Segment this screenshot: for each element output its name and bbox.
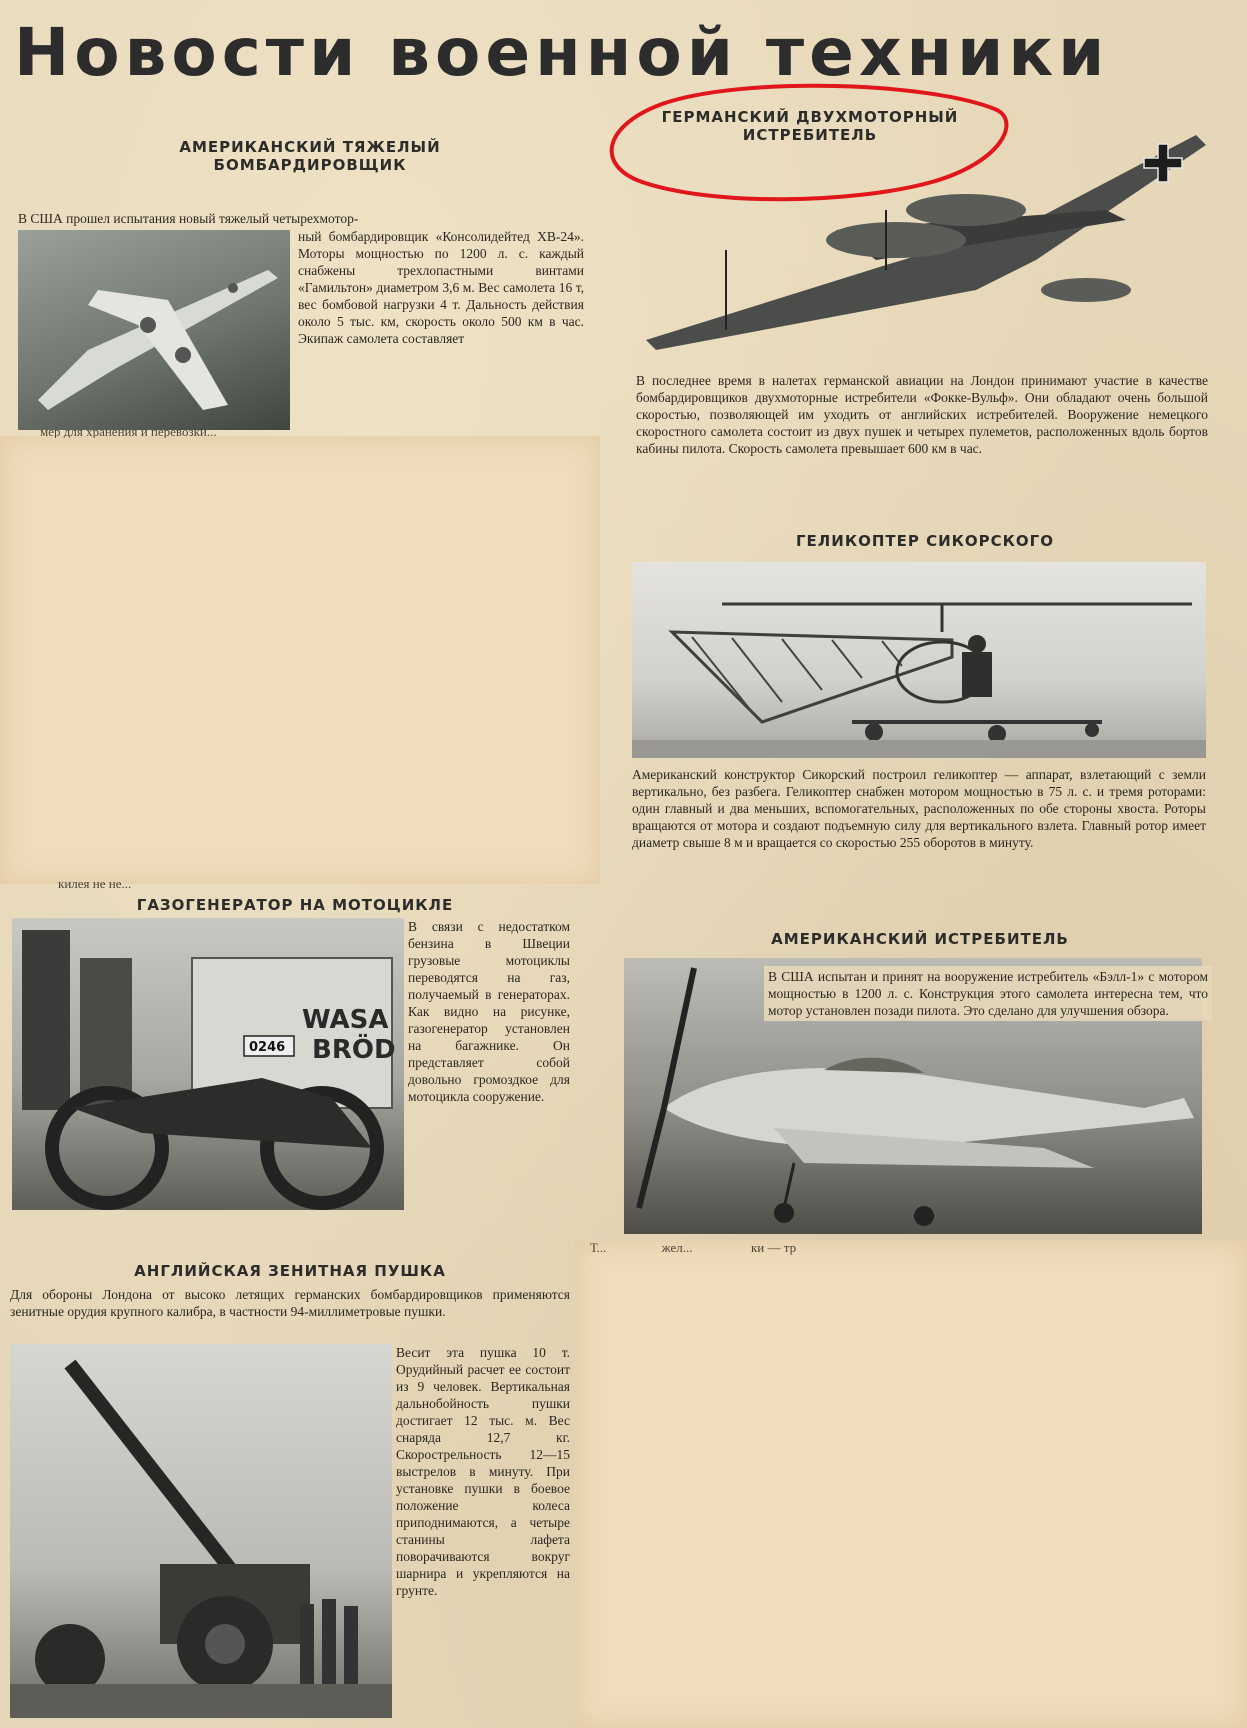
bomber-lead: В США прошел испытания новый тяжелый четырехмотор- (18, 211, 359, 226)
blank-patch-right (575, 1240, 1247, 1728)
aa-gun-heading: АНГЛИЙСКАЯ ЗЕНИТНАЯ ПУШКА (134, 1262, 446, 1280)
us-fighter-cut-line: Т... жел... ки — тр (590, 1240, 797, 1255)
blank-patch-left (0, 436, 600, 884)
motorcycle-illustration (12, 918, 404, 1210)
motorcycle-text: В связи с недостатком бензина в Швеции грузовые мотоциклы переводятся на газ, получаемый в генераторах. Как видно на рисунке, газогенератор установлен на багажнике. Он представляет собой довольно громоздкое для мотоцикла сооружение. (408, 919, 570, 1104)
helicopter-text: Американский конструктор Сикорский построил геликоптер — аппарат, взлетающий с земли вертикально, без разбега. Геликоптер снабжен мотором мощностью в 75 л. с. и тремя роторами: один главный и два меньших, вспомогательных, расположенных по обе стороны хвоста. Роторы вращаются от мотора и создают подъемную силу для вертикального взлета. Главный ротор имеет диаметр свыше 8 м и вращается со скоростью 255 оборотов в минуту. (632, 767, 1206, 850)
bomber-text: ный бомбардировщик «Консолидейтед ХВ-24». Моторы мощностью по 1200 л. с. каждый снабжены трехлопастными винтами «Гамильтон» диаметром 3,6 м. Вес самолета 16 т, вес бомбовой нагрузки 4 т. Дальность действия около 5 тыс. км, скорость около 500 км в час. Экипаж самолета составляет (298, 229, 584, 346)
bomber-heading-line1: АМЕРИКАНСКИЙ ТЯЖЕЛЫЙ (179, 138, 441, 156)
motorcycle-cut-line: килея не не... (58, 876, 132, 890)
german-fighter-photo (636, 100, 1212, 358)
helicopter-heading: ГЕЛИКОПТЕР СИКОРСКОГО (796, 532, 1054, 550)
bomber-photo (18, 230, 290, 430)
bomber-cut-line: мер для хранения и перевозки... (40, 424, 217, 438)
motorcycle-plate: 0246 (249, 1040, 286, 1055)
aa-gun-illustration (10, 1344, 392, 1718)
page-title: Новости военной техники (14, 14, 1110, 91)
helicopter-illustration (632, 562, 1206, 758)
aa-gun-photo (10, 1344, 392, 1718)
motorcycle-heading: ГАЗОГЕНЕРАТОР НА МОТОЦИКЛЕ (136, 896, 454, 914)
aa-gun-text-side: Весит эта пушка 10 т. Орудийный расчет ее состоит из 9 человек. Вертикальная дальнобойность пушки достигает 12 тыс. м. Вес снаряда 12,7 кг. Скорострельность 12—15 выстрелов в минуту. При установке пушки в боевое положение колеса приподнимаются, а четыре станины лафета поворачиваются вокруг шарнира и укрепляются на грунте. (396, 1345, 570, 1598)
bomber-heading-line2: БОМБАРДИРОВЩИК (213, 156, 407, 174)
us-fighter-text: В США испытан и принят на вооружение истребитель «Бэлл-1» с мотором мощностью в 1200 л. с. Конструкция этого самолета интересна тем, что мотор установлен позади пилота. Это сделано для улучшения обзора. (764, 966, 1212, 1021)
bomber-aircraft-illustration (18, 230, 290, 430)
motorcycle-photo (12, 918, 404, 1210)
german-fighter-heading-line2: ИСТРЕБИТЕЛЬ (742, 126, 878, 144)
german-fighter-heading-line1: ГЕРМАНСКИЙ ДВУХМОТОРНЫЙ (661, 108, 959, 126)
aa-gun-text-top: Для обороны Лондона от высоко летящих германских бомбардировщиков применяются зенитные орудия крупного калибра, в частности 94-миллиметровые пушки. (10, 1287, 570, 1319)
helicopter-photo (632, 562, 1206, 758)
german-fighter-text: В последнее время в налетах германской авиации на Лондон принимают участие в качестве бомбардировщиков двухмоторные истребители «Фокке-Вульф». Они обладают очень большой скоростью, позволяющей им уходить от английских истребителей. Вооружение немецкого скоростного самолета состоит из двух пушек и четырех пулеметов, расположенных вдоль бортов кабины пилота. Скорость самолета превышает 600 км в час. (636, 373, 1208, 456)
motorcycle-sign-line1: WASA (302, 1005, 389, 1035)
us-fighter-heading: АМЕРИКАНСКИЙ ИСТРЕБИТЕЛЬ (771, 930, 1069, 948)
bomber-heading (150, 138, 470, 174)
motorcycle-sign-line2: BRÖD (312, 1035, 396, 1065)
german-fighter-illustration (636, 100, 1212, 358)
